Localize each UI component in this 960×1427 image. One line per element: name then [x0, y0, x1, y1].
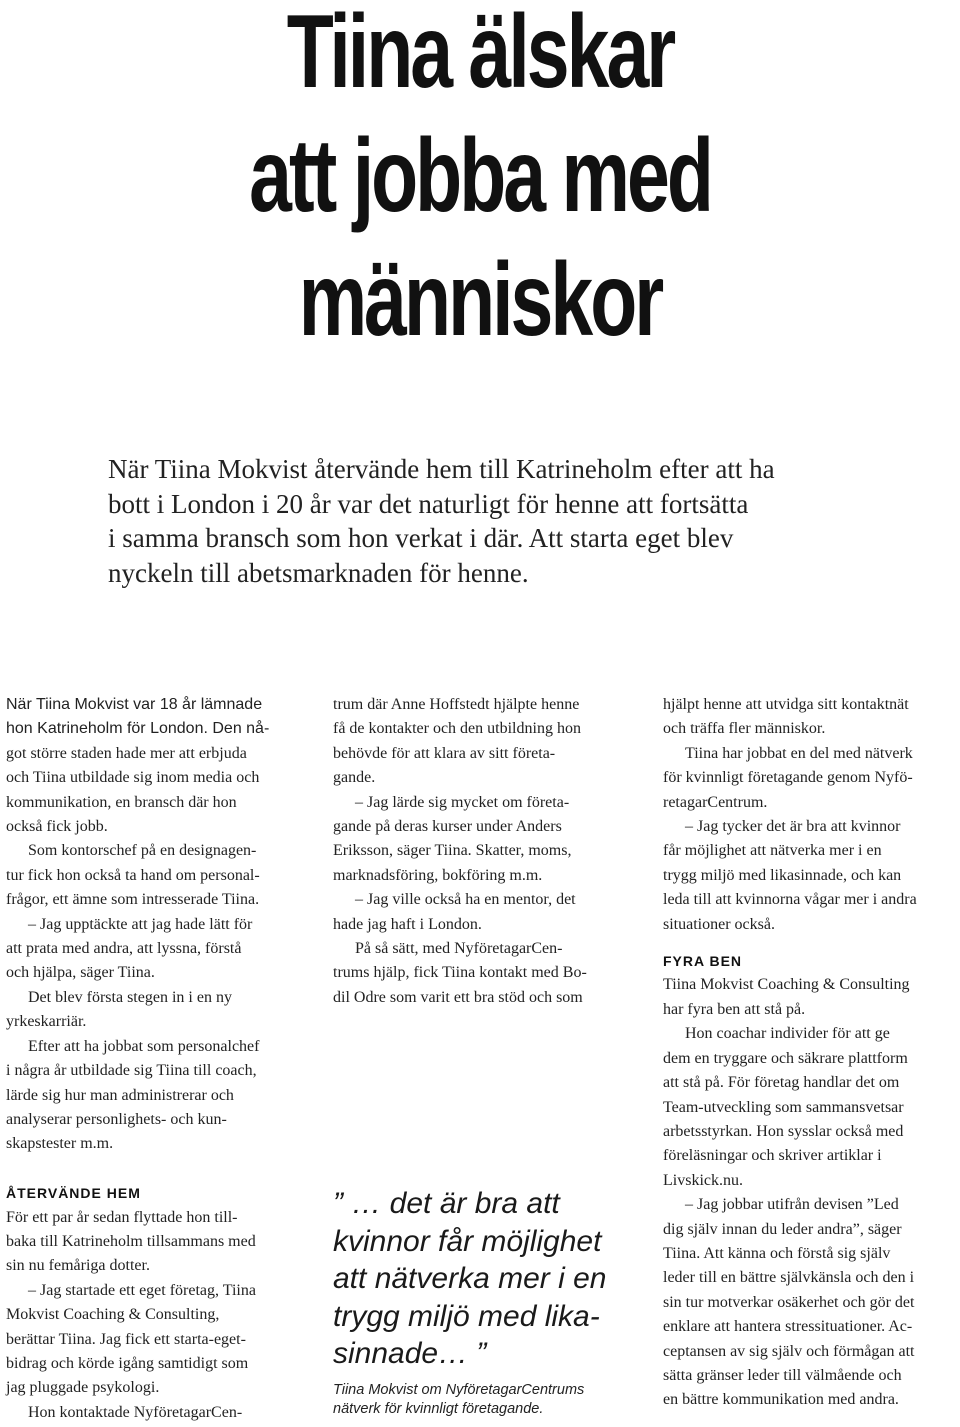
body-line: ceptansen av sig själv och förmågan att — [663, 1342, 915, 1360]
body-line: enklare att hantera stressituationer. Ac- — [663, 1318, 913, 1336]
body-line: arbetsstyrkan. Hon sysslar också med — [663, 1122, 904, 1140]
body-line: berättar Tiina. Jag fick ett starta-eget- — [6, 1330, 246, 1348]
body-line: – Jag jobbar utifrån devisen ”Led — [685, 1196, 899, 1214]
body-line: och Tiina utbildade sig inom media och — [6, 769, 260, 787]
body-line: – Jag startade ett eget företag, Tiina — [28, 1281, 256, 1299]
body-line: När Tiina Mokvist var 18 år lämnade — [6, 696, 263, 713]
body-line: behövde för att klara av sitt företa- — [333, 744, 556, 762]
body-line: leder till en bättre självkänsla och den i — [663, 1269, 915, 1287]
body-line: situationer också. — [663, 915, 775, 933]
body-line: jag pluggade psykologi. — [6, 1379, 160, 1397]
body-line: dem en tryggare och säkrare plattform — [663, 1049, 908, 1067]
body-line: – Jag lärde sig mycket om företa- — [355, 793, 570, 811]
body-line: leda till att kvinnorna vågar mer i andra — [663, 891, 917, 909]
body-line: – Jag upptäckte att jag hade lätt för — [28, 915, 253, 933]
quote-line: ” … det är bra att — [333, 1187, 560, 1220]
ingress-line: bott i London i 20 år var det naturligt för henne att fortsätta — [108, 488, 749, 519]
body-line: dig själv innan du leder andra”, säger — [663, 1220, 902, 1238]
body-line: dil Odre som varit ett bra stöd och som — [333, 988, 583, 1006]
body-line: lärde sig hur man administrerar och — [6, 1086, 234, 1104]
body-line: också fick jobb. — [6, 818, 108, 836]
quote-line: kvinnor får möjlighet — [333, 1224, 602, 1258]
body-line: sin tur motverkar osäkerhet och gör det — [663, 1293, 915, 1311]
body-line: Som kontorschef på en designagen- — [28, 842, 257, 860]
body-line: På så sätt, med NyföretagarCen- — [355, 940, 563, 958]
body-line: Tiina har jobbat en del med nätverk — [685, 744, 913, 762]
section-subhead: FYRA BEN — [663, 953, 743, 970]
body-line: kommunikation, en bransch där hon — [6, 793, 237, 811]
body-line: got större staden hade mer att erbjuda — [6, 744, 247, 762]
section-subhead: ÅTERVÄNDE HEM — [6, 1185, 141, 1202]
quote-line: trygg miljö med lika- — [333, 1299, 600, 1333]
body-line: Efter att ha jobbat som personalchef — [28, 1037, 260, 1055]
body-line: att prata med andra, att lyssna, förstå — [6, 940, 242, 958]
body-line: analyserar personlighets- och kun- — [6, 1110, 227, 1128]
headline-line: människor — [298, 242, 662, 358]
body-line: baka till Katrineholm tillsammans med — [6, 1232, 256, 1250]
ingress-line: i samma bransch som hon verkat i där. Att starta eget blev — [108, 523, 734, 553]
body-line: trygg miljö med likasinnade, och kan — [663, 866, 902, 884]
body-line: få de kontakter och den utbildning hon — [333, 720, 581, 738]
body-line: skapstester m.m. — [6, 1135, 114, 1153]
body-line: Livskick.nu. — [663, 1171, 743, 1189]
body-line: sätta gränser leder till välmående och — [663, 1366, 902, 1384]
headline-line: att jobba med — [249, 118, 711, 234]
body-line: retagarCentrum. — [663, 793, 768, 811]
body-line: bidrag och körde igång samtidigt som — [6, 1354, 249, 1372]
spacer — [6, 1157, 302, 1181]
spacer — [663, 937, 959, 949]
body-line: Hon coachar individer för att ge — [685, 1025, 890, 1043]
body-line: Hon kontaktade NyföretagarCen- — [28, 1403, 243, 1421]
body-line: Det blev första stegen in i en ny — [28, 988, 232, 1006]
body-line: hon Katrineholm för London. Den nå- — [6, 720, 270, 738]
body-line: har fyra ben att stå på. — [663, 1000, 806, 1018]
body-line: Mokvist Coaching & Consulting, — [6, 1306, 220, 1324]
body-line: – Jag tycker det är bra att kvinnor — [685, 818, 901, 836]
body-line: i några år utbildade sig Tiina till coach, — [6, 1062, 257, 1080]
quote-line: att nätverka mer i en — [333, 1262, 607, 1295]
body-line: hjälpt henne att utvidga sitt kontaktnät — [663, 696, 909, 713]
body-line: föreläsningar och skriver artiklar i — [663, 1147, 882, 1165]
body-column-1 — [6, 693, 302, 1425]
pull-quote-caption — [333, 1381, 633, 1419]
ingress-line: nyckeln till abetsmarknaden för henne. — [108, 557, 529, 588]
body-line: får möjlighet att nätverka mer i en — [663, 842, 882, 860]
body-line: sin nu femåriga dotter. — [6, 1257, 150, 1275]
ingress-line: När Tiina Mokvist återvände hem till Katrineholm efter att ha — [108, 454, 775, 484]
quote-line: sinnade… ” — [333, 1337, 487, 1370]
article-ingress — [108, 452, 868, 590]
body-line: Tiina. Att känna och förstå sig själv — [663, 1244, 891, 1262]
body-line: och träffa fler människor. — [663, 720, 826, 738]
body-line: marknadsföring, bokföring m.m. — [333, 866, 543, 884]
body-line: Tiina Mokvist Coaching & Consulting — [663, 976, 910, 994]
body-line: Team-utveckling som sammansvetsar — [663, 1098, 904, 1116]
pull-quote — [333, 1185, 623, 1373]
body-line: för kvinnligt företagande genom Nyfö- — [663, 769, 913, 787]
body-line: – Jag ville också ha en mentor, det — [355, 891, 576, 909]
body-line: gande. — [333, 769, 376, 787]
body-line: frågor, ett ämne som intresserade Tiina. — [6, 891, 260, 909]
article-headline — [125, 0, 835, 362]
body-line: tur fick hon också ta hand om personal- — [6, 866, 260, 884]
headline-line: Tiina älskar — [286, 0, 674, 110]
body-column-3 — [663, 693, 959, 1413]
body-line: yrkeskarriär. — [6, 1013, 87, 1031]
body-line: För ett par år sedan flyttade hon till- — [6, 1208, 238, 1226]
body-line: en bättre kommunikation med andra. — [663, 1391, 899, 1409]
body-line: hade jag haft i London. — [333, 915, 482, 933]
body-column-2 — [333, 693, 633, 1010]
caption-line: nätverk för kvinnligt företagande. — [333, 1401, 544, 1417]
body-line: att stå på. För företag handlar det om — [663, 1074, 900, 1092]
body-line: och hjälpa, säger Tiina. — [6, 964, 155, 982]
body-line: trums hjälp, fick Tiina kontakt med Bo- — [333, 964, 587, 982]
caption-line: Tiina Mokvist om NyföretagarCentrums — [333, 1382, 585, 1398]
body-line: trum där Anne Hoffstedt hjälpte henne — [333, 696, 580, 713]
body-line: Eriksson, säger Tiina. Skatter, moms, — [333, 842, 572, 860]
body-line: gande på deras kurser under Anders — [333, 818, 562, 836]
